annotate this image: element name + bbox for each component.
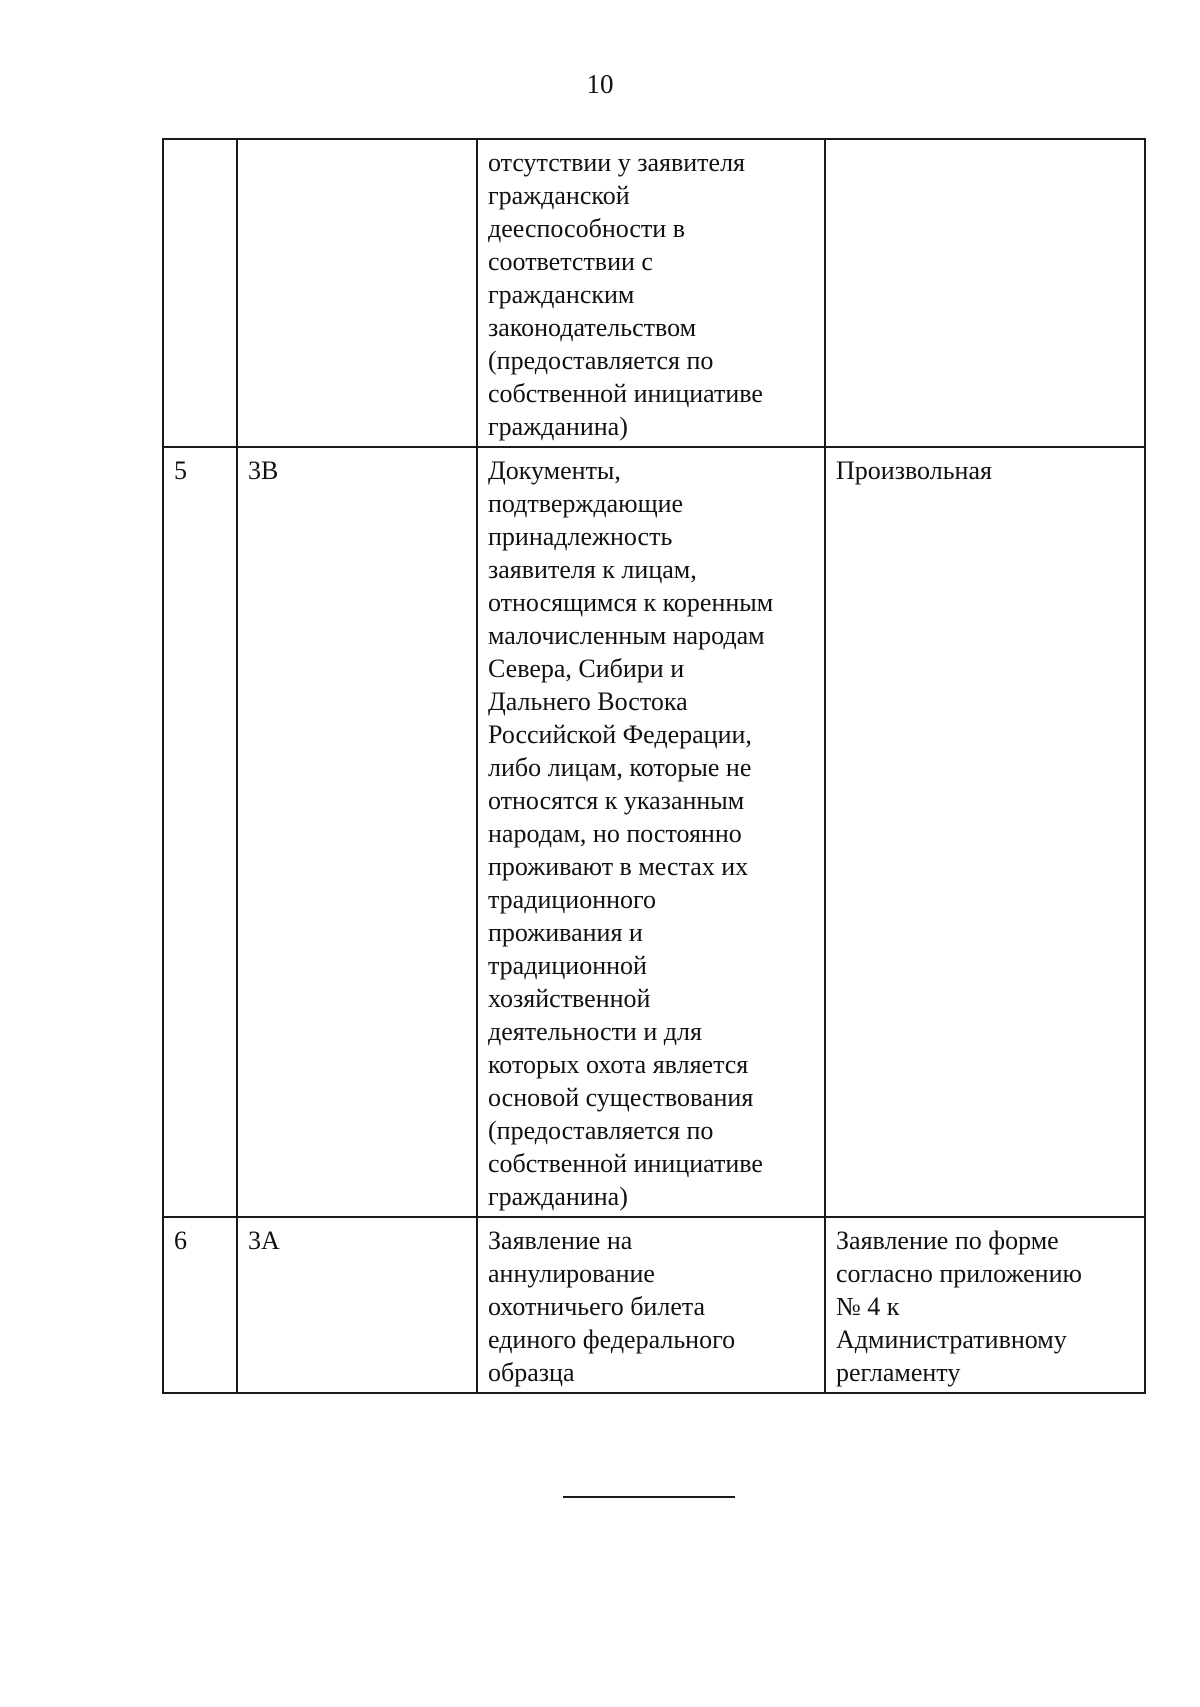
table-row [163,1217,1145,1393]
table-row [163,447,1145,1217]
document-form: Заявление по форме согласно приложению № 4 к Административному регламенту [836,1226,1082,1387]
document-code-cell [237,447,477,1217]
footer-separator-line [563,1496,735,1498]
page-number: 10 [586,69,614,99]
document-form-cell [825,139,1145,447]
row-number-cell [163,447,237,1217]
document-code-cell [237,1217,477,1393]
row-number: 5 [174,456,187,485]
table-row [163,139,1145,447]
document-code-cell [237,139,477,447]
row-number: 6 [174,1226,187,1255]
document-form: Произвольная [836,456,992,485]
documents-table [162,138,1146,1394]
document-form-cell [825,1217,1145,1393]
document-description: отсутствии у заявителя гражданской дееспособности в соответствии с гражданским законодательством (предоставляется по собственной инициативе гражданина) [488,148,763,441]
document-code: 3А [248,1226,280,1255]
row-number-cell [163,139,237,447]
document-description: Документы, подтверждающие принадлежность заявителя к лицам, относящимся к коренным малочисленным народам Севера, Сибири и Дальнего Востока Российской Федерации, либо лицам, которые не относятся к указанным народам, но постоянно проживают в местах их традиционного проживания и традиционной хозяйственной деятельности и для которых охота является основой существования (предоставляется по собственной инициативе гражданина) [488,456,774,1211]
row-number-cell [163,1217,237,1393]
document-description-cell [477,1217,825,1393]
document-code: 3В [248,456,279,485]
document-description-cell [477,447,825,1217]
document-form-cell [825,447,1145,1217]
document-description-cell [477,139,825,447]
document-description: Заявление на аннулирование охотничьего билета единого федерального образца [488,1226,736,1387]
